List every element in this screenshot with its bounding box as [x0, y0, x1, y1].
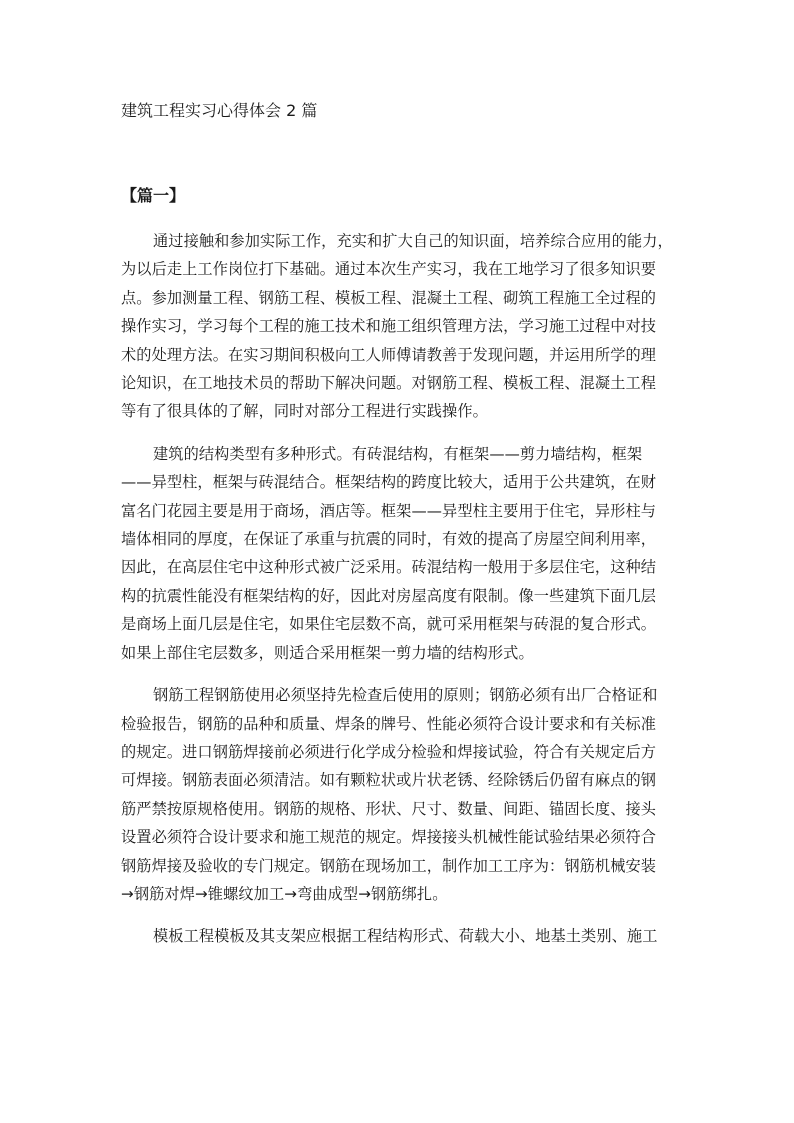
paragraph-line: 建筑的结构类型有多种形式。有砖混结构，有框架——剪力墙结构，框架: [153, 444, 643, 463]
paragraph-line: 的规定。进口钢筋焊接前必须进行化学成分检验和焊接试验，符合有关规定后方: [121, 742, 657, 761]
paragraph-line: ——异型柱，框架与砖混结合。框架结构的跨度比较大，适用于公共建筑，在财: [121, 473, 657, 492]
paragraph-line: 钢筋工程钢筋使用必须坚持先检查后使用的原则；钢筋必须有出厂合格证和: [153, 686, 658, 705]
section-heading: 【篇一】: [121, 186, 186, 205]
paragraph-4: [121, 922, 681, 950]
paragraph-line: 检验报告，钢筋的品种和质量、焊条的牌号、性能必须符合设计要求和有关标准: [121, 714, 657, 733]
paragraph-2: [121, 440, 681, 667]
paragraph-line: 等有了很具体的了解，同时对部分工程进行实践操作。: [121, 402, 488, 421]
paragraph-3: [121, 681, 681, 908]
paragraph-line: 构的抗震性能没有框架结构的好，因此对房屋高度有限制。像一些建筑下面几层: [121, 586, 657, 605]
paragraph-line: 通过接触和参加实际工作，充实和扩大自己的知识面，培养综合应用的能力，: [153, 232, 673, 250]
paragraph-line: 筋严禁按原规格使用。钢筋的规格、形状、尺寸、数量、间距、锚固长度、接头: [121, 799, 657, 818]
paragraph-line: 如果上部住宅层数多，则适合采用框架一剪力墙的结构形式。: [121, 643, 534, 662]
paragraph-line: 模板工程模板及其支架应根据工程结构形式、荷载大小、地基土类别、施工: [153, 927, 658, 946]
paragraph-line: 点。参加测量工程、钢筋工程、模板工程、混凝土工程、砌筑工程施工全过程的: [121, 288, 657, 307]
paragraph-line: 墙体相同的厚度，在保证了承重与抗震的同时，有效的提高了房屋空间利用率，: [121, 530, 657, 549]
paragraph-1: [121, 227, 681, 426]
paragraph-line: 钢筋焊接及验收的专门规定。钢筋在现场加工，制作加工工序为：钢筋机械安装: [121, 856, 657, 875]
paragraph-line: 可焊接。钢筋表面必须清洁。如有颗粒状或片状老锈、经除锈后仍留有麻点的钢: [121, 771, 657, 790]
paragraph-line: 为以后走上工作岗位打下基础。通过本次生产实习，我在工地学习了很多知识要: [121, 260, 657, 279]
paragraph-line: 论知识，在工地技术员的帮助下解决问题。对钢筋工程、模板工程、混凝土工程: [121, 374, 657, 393]
paragraph-line: 设置必须符合设计要求和施工规范的规定。焊接接头机械性能试验结果必须符合: [121, 828, 657, 847]
paragraph-line: →钢筋对焊→锥螺纹加工→弯曲成型→钢筋绑扎。: [121, 884, 448, 903]
document-title: 建筑工程实习心得体会 2 篇: [121, 101, 318, 120]
paragraph-line: 操作实习，学习每个工程的施工技术和施工组织管理方法，学习施工过程中对技: [121, 317, 657, 336]
paragraph-line: 术的处理方法。在实习期间积极向工人师傅请教善于发现问题，并运用所学的理: [121, 345, 657, 364]
paragraph-line: 因此，在高层住宅中这种形式被广泛采用。砖混结构一般用于多层住宅，这种结: [121, 558, 657, 577]
paragraph-line: 富名门花园主要是用于商场，酒店等。框架——异型柱主要用于住宅，异形柱与: [121, 501, 657, 520]
paragraph-line: 是商场上面几层是住宅，如果住宅层数不高，就可采用框架与砖混的复合形式。: [121, 615, 657, 634]
document-body: [121, 227, 681, 965]
